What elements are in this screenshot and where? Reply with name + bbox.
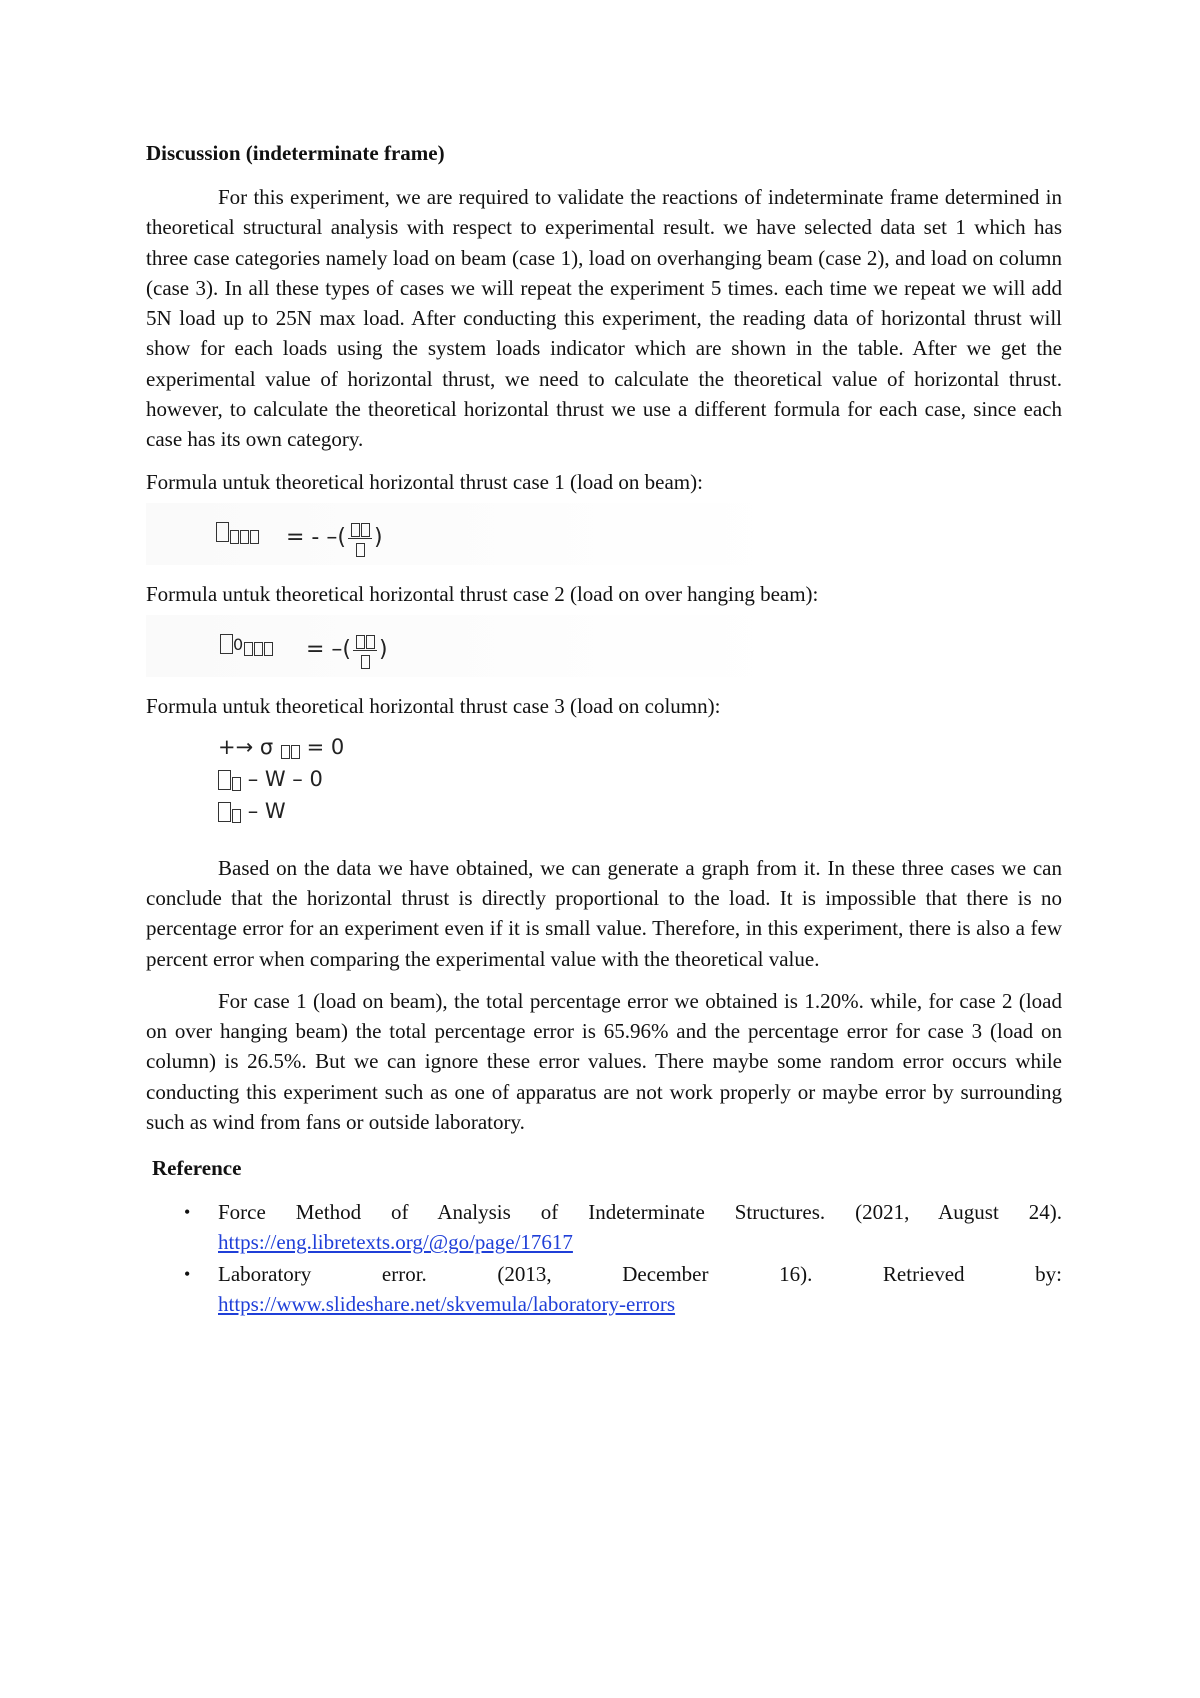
error-paragraph: For case 1 (load on beam), the total percentage error we obtained is 1.20%. while, for case 2 (load on over hanging beam) the total percentage error is 65.96% and the percentage error for case 3 (load on column) is 26.5%. But we can ignore these error values. There maybe some random error occurs while conducting this experiment such as one of apparatus are not work properly or maybe error by surrounding such as wind from fans or outside laboratory. xyxy=(146,988,1062,1135)
reference-item-2-link xyxy=(146,1289,1062,1319)
formula3-line1-suffix: = 0 xyxy=(306,734,345,759)
document-content xyxy=(146,138,1062,1321)
reference-link-1[interactable]: https://eng.libretexts.org/@go/page/17617 xyxy=(218,1230,573,1255)
formula1-label: Formula untuk theoretical horizontal thrust case 1 (load on beam): xyxy=(146,469,703,494)
section-heading: Discussion (indeterminate frame) xyxy=(146,141,445,165)
reference-item-2 xyxy=(146,1259,1062,1289)
conclusion-paragraph: Based on the data we have obtained, we can generate a graph from it. In these three cases we can conclude that the horizontal thrust is directly proportional to the load. It is impossible that there is no percentage error for an experiment even if it is small value. Therefore, in this experiment, there is also a few percent error when comparing the experimental value with the theoretical value. xyxy=(146,855,1062,971)
formula2-lhs xyxy=(220,631,273,656)
formula3-line1-prefix: +→ σ xyxy=(218,734,274,759)
intro-paragraph: For this experiment, we are required to validate the reactions of indeterminate frame determined in theoretical structural analysis with respect to experimental result. we have selected data set 1 which has three case categories namely load on beam (case 1), load on overhanging beam (case 2), and load on column (case 3). In all these types of cases we will repeat the experiment 5 times. each time we repeat we will add 5N load up to 25N max load. After conducting this experiment, the reading data of horizontal thrust will show for each loads using the system loads indicator which are shown in the table. After we get the experimental value of horizontal thrust, we need to calculate the theoretical value of horizontal thrust. however, to calculate the theoretical horizontal thrust we use a different formula for each case, since each case has its own category. xyxy=(146,185,1062,452)
formula3-equations xyxy=(146,727,1062,833)
reference-list xyxy=(146,1197,1062,1319)
formula3-line2-suffix: – W – 0 xyxy=(247,766,323,791)
formula3-line3 xyxy=(218,799,286,823)
reference-text-2: Laboratory error. (2013, December 16). Retrieved by: xyxy=(218,1262,1062,1287)
formula3-line3-suffix: – W xyxy=(247,798,286,823)
reference-link-2[interactable]: https://www.slideshare.net/skvemula/laboratory-errors xyxy=(218,1292,676,1317)
formula2-subscript: 0 xyxy=(233,634,244,654)
formula3-label: Formula untuk theoretical horizontal thrust case 3 (load on column): xyxy=(146,693,721,718)
formula2-rhs: = –( ) xyxy=(306,631,388,669)
formula1-rhs-text: = - –( xyxy=(286,524,346,550)
formula1-lhs xyxy=(216,519,259,544)
reference-heading: Reference xyxy=(152,1156,242,1181)
formula3-line2 xyxy=(218,767,323,791)
formula1-equation xyxy=(146,503,1062,565)
formula3-line1 xyxy=(218,735,344,759)
reference-item-1 xyxy=(146,1197,1062,1257)
formula2-rhs-text: = –( xyxy=(306,636,352,662)
formula1-rhs: = - –( ) xyxy=(286,519,383,557)
bullet-icon: • xyxy=(184,1264,191,1285)
reference-text-1: Force Method of Analysis of Indeterminate Structures. (2021, August 24). xyxy=(218,1200,1062,1225)
formula2-equation xyxy=(146,615,1062,677)
formula2-label: Formula untuk theoretical horizontal thrust case 2 (load on over hanging beam): xyxy=(146,581,819,606)
bullet-icon: • xyxy=(184,1202,191,1223)
